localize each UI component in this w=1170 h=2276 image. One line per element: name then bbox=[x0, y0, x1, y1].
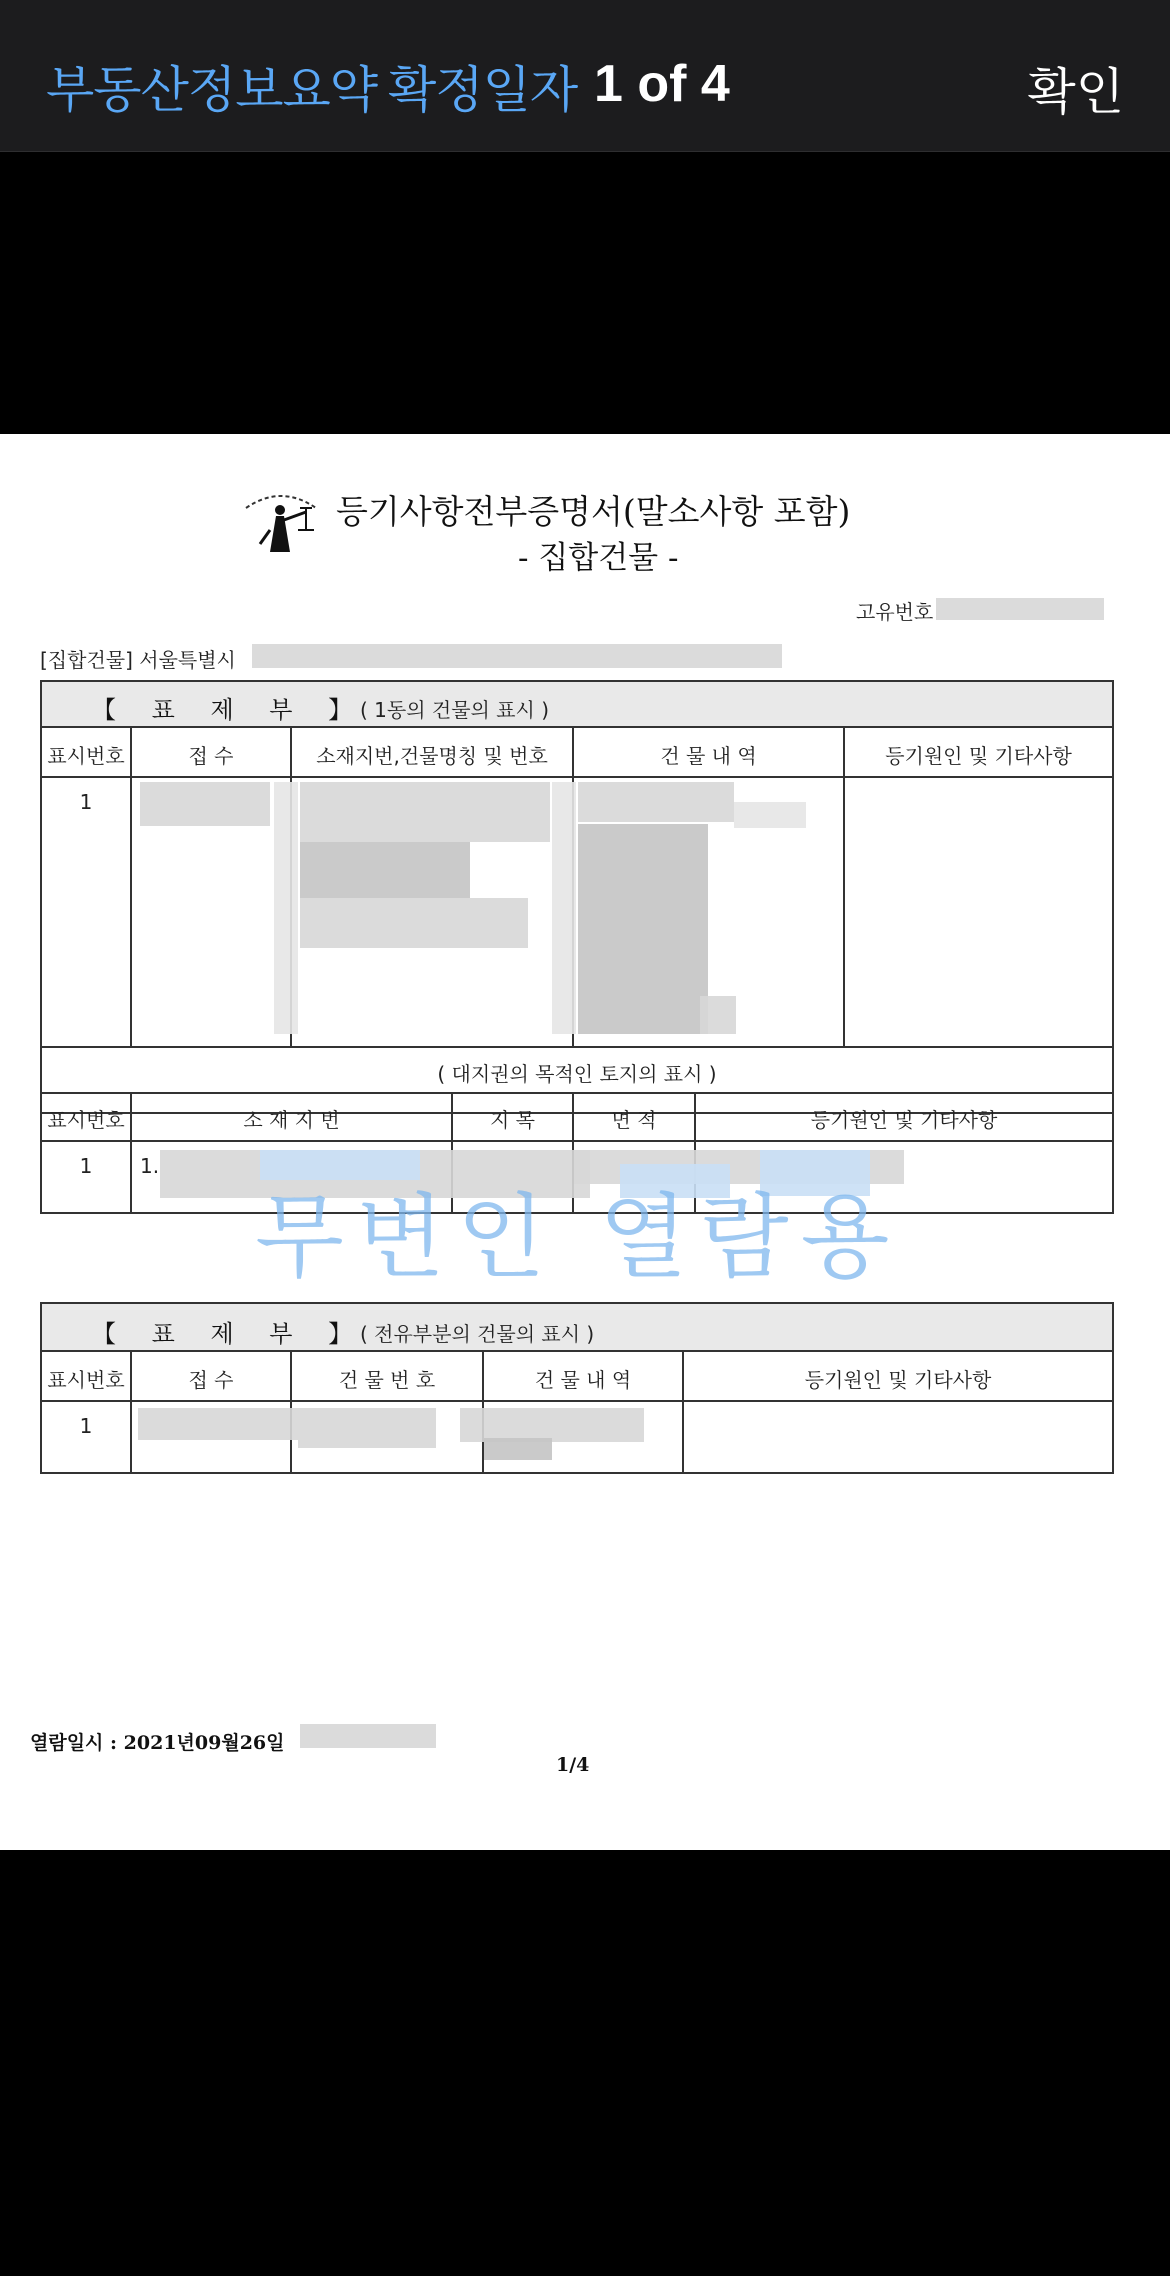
redacted-location bbox=[300, 782, 550, 842]
s2-row-display-no: 1 bbox=[79, 1414, 93, 1438]
col-header-display-no: 표시번호 bbox=[47, 744, 125, 768]
land-col-area: 면 적 bbox=[611, 1108, 657, 1132]
court-seal-icon bbox=[240, 486, 322, 560]
redacted-s2-details bbox=[484, 1438, 552, 1460]
redacted-address bbox=[252, 644, 782, 668]
land-col-cause: 등기원인 및 기타사항 bbox=[810, 1108, 998, 1132]
redacted-receipt bbox=[140, 782, 270, 826]
redacted-unique-number bbox=[936, 598, 1104, 620]
redacted-location bbox=[300, 842, 470, 898]
land-col-category: 지 목 bbox=[490, 1108, 535, 1132]
page-indicator: 1 of 4 bbox=[594, 55, 730, 113]
top-bar bbox=[0, 0, 1170, 152]
row-display-no: 1 bbox=[79, 790, 93, 814]
col-header-location: 소재지번,건물명칭 및 번호 bbox=[316, 744, 548, 768]
watermark: 무변인 열람용 bbox=[255, 1184, 902, 1291]
section1-subtitle: ( 1동의 건물의 표시 ) bbox=[360, 698, 549, 722]
s2-col-cause: 등기원인 및 기타사항 bbox=[804, 1368, 992, 1392]
redacted-receipt bbox=[274, 782, 298, 1034]
land-row-prefix: 1. bbox=[140, 1154, 160, 1178]
divider bbox=[40, 776, 1114, 778]
redacted-details bbox=[578, 824, 708, 1034]
redacted-details bbox=[734, 802, 806, 828]
land-col-location: 소 재 지 번 bbox=[243, 1108, 340, 1132]
redacted-location bbox=[300, 898, 528, 948]
land-subtitle: ( 대지권의 목적인 토지의 표시 ) bbox=[437, 1062, 717, 1086]
document-subtitle: - 집합건물 - bbox=[518, 540, 679, 576]
divider bbox=[40, 1046, 1114, 1048]
redacted-details bbox=[578, 782, 734, 822]
col-header-receipt: 접 수 bbox=[188, 744, 234, 768]
redacted-s2-receipt bbox=[138, 1408, 298, 1440]
col-header-building-details: 건 물 내 역 bbox=[660, 744, 757, 768]
s2-col-building-details: 건 물 내 역 bbox=[534, 1368, 632, 1392]
document-title: 등기사항전부증명서(말소사항 포함) bbox=[336, 492, 851, 531]
redacted-s2-details bbox=[460, 1408, 644, 1442]
page-footer: 1/4 bbox=[556, 1754, 590, 1776]
land-row-display-no: 1 bbox=[79, 1154, 93, 1178]
viewed-at: 열람일시 : 2021년09월26일 bbox=[30, 1732, 285, 1754]
redacted-s2-building-no bbox=[298, 1408, 436, 1448]
s2-col-display-no: 표시번호 bbox=[47, 1368, 125, 1392]
section2-title: 【 표 제 부 】 bbox=[92, 1320, 367, 1348]
section2-subtitle: ( 전유부분의 건물의 표시 ) bbox=[360, 1322, 595, 1346]
unique-number-label: 고유번호 bbox=[856, 600, 934, 624]
redacted-details bbox=[700, 996, 736, 1034]
divider bbox=[130, 728, 132, 1046]
divider bbox=[40, 1400, 1114, 1402]
land-col-display-no: 표시번호 bbox=[47, 1108, 125, 1132]
section1-title: 【 표 제 부 】 bbox=[92, 696, 367, 724]
doc-summary-link[interactable]: 부동산정보요약 bbox=[46, 61, 378, 119]
col-header-cause: 등기원인 및 기타사항 bbox=[885, 744, 1072, 768]
s2-col-receipt: 접 수 bbox=[188, 1368, 234, 1392]
address-label: [집합건물] 서울특별시 bbox=[40, 648, 236, 672]
divider bbox=[40, 1140, 1114, 1142]
confirm-button[interactable]: 확인 bbox=[1027, 63, 1124, 121]
document-page bbox=[0, 434, 1170, 1850]
redacted-viewed-time bbox=[300, 1724, 436, 1748]
divider bbox=[843, 728, 845, 1046]
s2-col-building-no: 건 물 번 호 bbox=[338, 1368, 436, 1392]
redacted-details bbox=[552, 782, 576, 1034]
confirmed-date-link[interactable]: 확정일자 bbox=[388, 61, 578, 119]
